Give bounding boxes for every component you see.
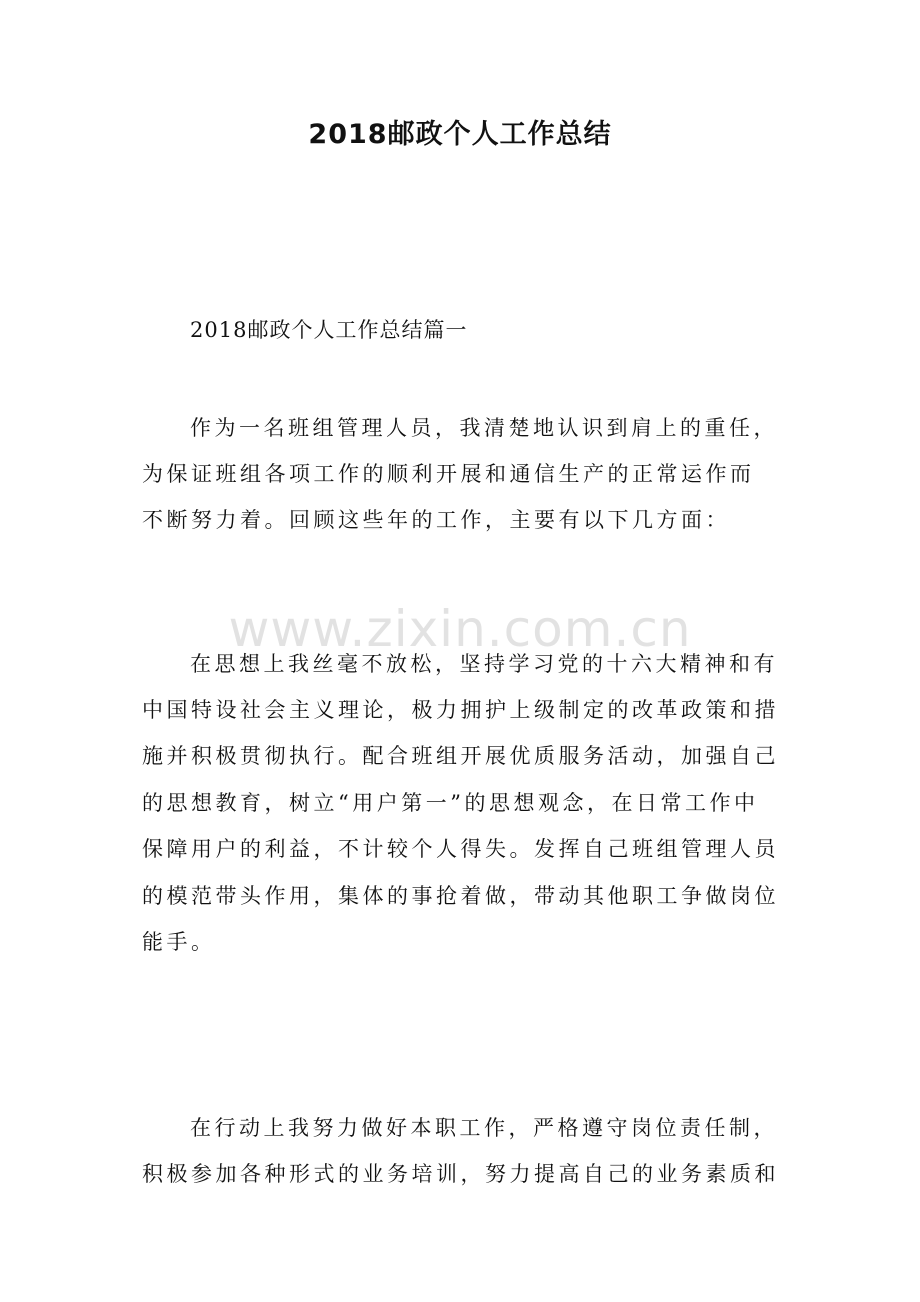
- paragraph-2-line-1: 在思想上我丝毫不放松，坚持学习党的十六大精神和有: [190, 652, 778, 676]
- paragraph-2-line-7: 能手。: [142, 930, 216, 954]
- paragraph-1-line-2: 为保证班组各项工作的顺利开展和通信生产的正常运作而: [142, 462, 755, 486]
- paragraph-1-line-1: 作为一名班组管理人员，我清楚地认识到肩上的重任，: [190, 416, 778, 440]
- paragraph-2-line-5: 保障用户的利益，不计较个人得失。发挥自己班组管理人员: [142, 837, 779, 861]
- paragraph-2-line-6: 的模范带头作用，集体的事抢着做，带动其他职工争做岗位: [142, 884, 779, 908]
- paragraph-1-line-3: 不断努力着。回顾这些年的工作，主要有以下几方面：: [142, 508, 730, 532]
- document-title: 2018邮政个人工作总结: [308, 119, 612, 150]
- section-heading: 2018邮政个人工作总结篇一: [190, 318, 468, 342]
- watermark: www.zixin.com.cn: [228, 600, 692, 658]
- paragraph-2-line-4: 的思想教育，树立“用户第一”的思想观念，在日常工作中: [142, 791, 759, 815]
- paragraph-3-line-1: 在行动上我努力做好本职工作，严格遵守岗位责任制，: [190, 1116, 778, 1140]
- paragraph-3-line-2: 积极参加各种形式的业务培训，努力提高自己的业务素质和: [142, 1162, 779, 1186]
- paragraph-2-line-2: 中国特设社会主义理论，极力拥护上级制定的改革政策和措: [142, 698, 779, 722]
- paragraph-2-line-3: 施并积极贯彻执行。配合班组开展优质服务活动，加强自己: [142, 744, 779, 768]
